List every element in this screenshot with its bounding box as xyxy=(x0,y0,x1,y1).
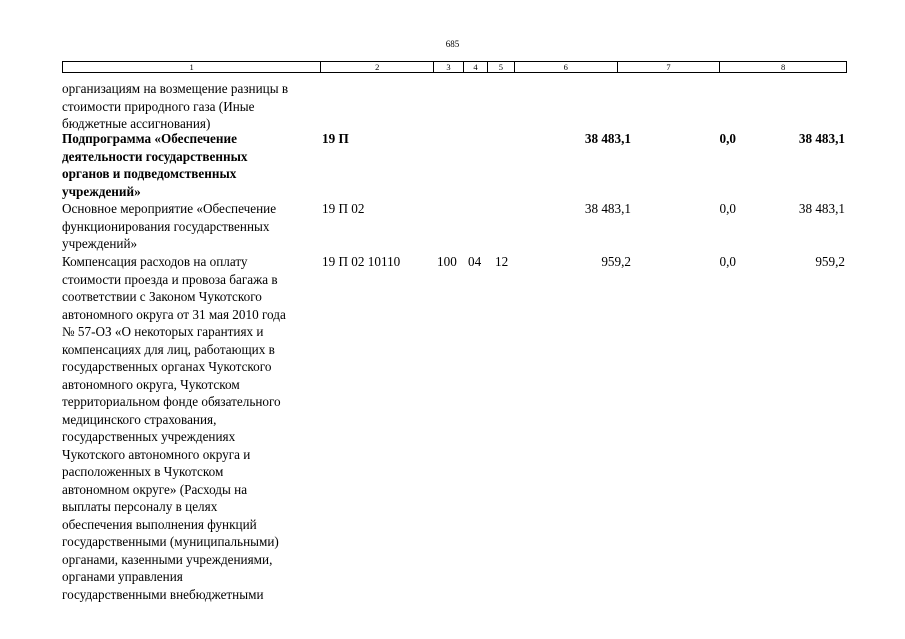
row-value-approved: 38 483,1 xyxy=(584,201,631,216)
row-value-approved: 959,2 xyxy=(601,254,631,269)
row-name-line: стоимости проезда и провоза багажа в xyxy=(62,271,278,287)
column-header-4: 4 xyxy=(464,62,488,72)
row-name-line: компенсациях для лиц, работающих в xyxy=(62,341,275,357)
row-code: 19 П xyxy=(322,131,349,146)
row-value-change: 0,0 xyxy=(719,254,736,269)
row-name-line: автономного округа, Чукотском xyxy=(62,376,240,392)
column-header-8: 8 xyxy=(781,62,786,72)
row-code: 19 П 02 xyxy=(322,201,365,216)
row-name-line: автономного округа от 31 мая 2010 года xyxy=(62,306,286,322)
row-name xyxy=(62,200,322,253)
row-name xyxy=(62,130,322,200)
row-value-total: 38 483,1 xyxy=(798,131,845,146)
row-value-change: 0,0 xyxy=(719,201,736,216)
row-name-line: государственных органах Чукотского xyxy=(62,359,272,374)
row-name-line: организациям на возмещение разницы в xyxy=(62,81,289,96)
row-name-line: автономном округе» (Расходы на xyxy=(62,481,248,497)
table-header xyxy=(62,61,847,73)
row-name-line: функционирования государственных xyxy=(62,218,270,234)
row-name-line: Компенсация расходов на оплату xyxy=(62,254,248,269)
row-name-line: Чукотского автономного округа и xyxy=(62,446,251,462)
column-header-5: 5 xyxy=(488,62,515,72)
row-name-line: выплаты персоналу в целях xyxy=(62,499,218,514)
row-name-line: органов и подведомственных xyxy=(62,166,237,181)
row-value-approved: 38 483,1 xyxy=(584,131,631,146)
row-name xyxy=(62,253,322,603)
page-number: 685 xyxy=(445,39,460,49)
row-section: 04 xyxy=(468,254,482,269)
row-name xyxy=(62,80,322,133)
row-value-total: 38 483,1 xyxy=(798,201,845,216)
row-expense-type: 100 xyxy=(437,254,457,269)
row-name-line: соответствии с Законом Чукотского xyxy=(62,289,262,304)
row-name-line: территориальном фонде обязательного xyxy=(62,394,281,409)
row-name-line: органами управления xyxy=(62,569,183,584)
row-name-line: расположенных в Чукотском xyxy=(62,464,224,479)
row-name-line: Основное мероприятие «Обеспечение xyxy=(62,201,277,216)
row-name-line: учреждений» xyxy=(62,236,138,251)
row-name-line: стоимости природного газа (Иные xyxy=(62,98,255,114)
row-name-line: бюджетные ассигнования) xyxy=(62,116,211,131)
column-header-3: 3 xyxy=(434,62,464,72)
row-code: 19 П 02 10110 xyxy=(322,254,401,269)
row-name-line: № 57-ОЗ «О некоторых гарантиях и xyxy=(62,324,264,339)
column-header-2: 2 xyxy=(321,62,434,72)
row-name-line: государственными внебюджетными xyxy=(62,586,264,602)
column-header-1: 1 xyxy=(63,62,321,72)
row-name-line: обеспечения выполнения функций xyxy=(62,516,257,532)
column-header-7: 7 xyxy=(618,62,721,72)
row-name-line: Подпрограмма «Обеспечение xyxy=(62,131,237,146)
row-name-line: государственными (муниципальными) xyxy=(62,534,279,549)
row-subsection: 12 xyxy=(495,254,509,269)
row-value-total: 959,2 xyxy=(815,254,845,269)
row-value-change: 0,0 xyxy=(719,131,736,146)
row-name-line: деятельности государственных xyxy=(62,148,248,164)
row-name-line: органами, казенными учреждениями, xyxy=(62,551,273,567)
column-header-6: 6 xyxy=(515,62,618,72)
row-name-line: медицинского страхования, xyxy=(62,411,217,427)
row-name-line: государственных учреждениях xyxy=(62,429,236,444)
row-name-line: учреждений» xyxy=(62,183,141,199)
